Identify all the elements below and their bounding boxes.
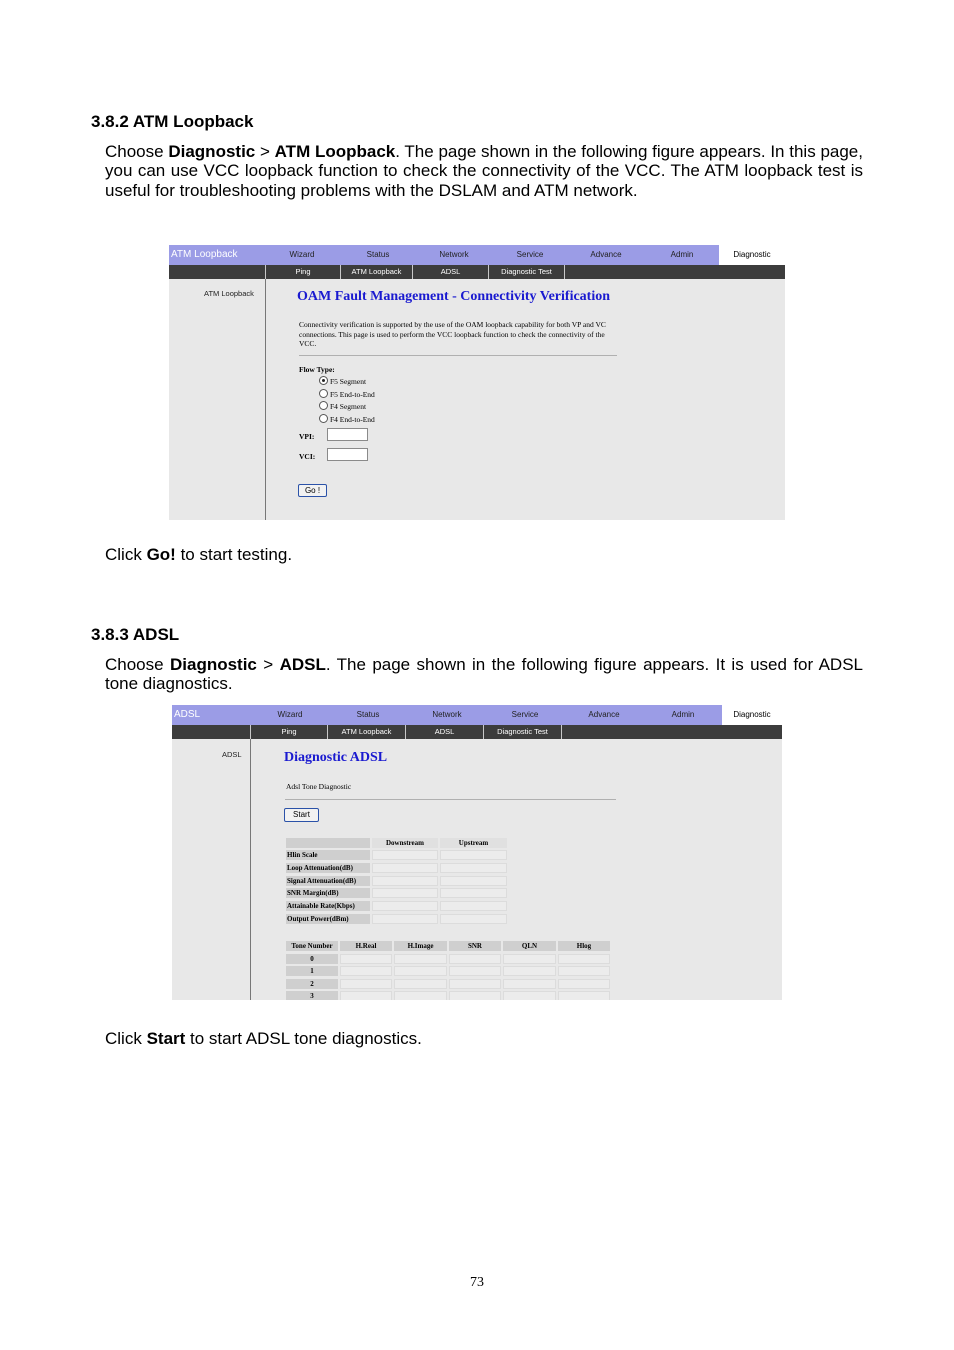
nav-tab-service[interactable]: Service xyxy=(511,710,539,719)
section-heading-adsl: 3.8.3 ADSL xyxy=(91,625,180,644)
tone-cell xyxy=(449,991,501,1000)
vci-input[interactable] xyxy=(327,448,368,461)
col-hlog: Hlog xyxy=(558,941,610,951)
col-tone-number: Tone Number xyxy=(286,941,338,951)
sub-tab-ping[interactable]: Ping xyxy=(250,725,328,739)
tone-cell xyxy=(449,954,501,964)
col-qln: QLN xyxy=(503,941,556,951)
nav-tab-advance[interactable]: Advance xyxy=(590,250,622,259)
nav-tab-diagnostic[interactable]: Diagnostic xyxy=(722,705,782,725)
sidebar-item-atm-loopback[interactable]: ATM Loopback xyxy=(204,289,254,298)
page-title: OAM Fault Management - Connectivity Verification xyxy=(297,289,611,304)
tone-cell xyxy=(340,954,392,964)
sub-tab-ping[interactable]: Ping xyxy=(265,265,341,279)
nav-tab-admin[interactable]: Admin xyxy=(671,710,695,719)
page-number: 73 xyxy=(470,1275,484,1290)
tone-cell xyxy=(558,991,610,1000)
nav-tab-network[interactable]: Network xyxy=(432,710,462,719)
flow-type-label: Flow Type: xyxy=(299,365,335,374)
tone-number-cell: 1 xyxy=(286,966,338,976)
row-signal-attenuation: Signal Attenuation(dB) xyxy=(286,876,370,886)
value-cell xyxy=(372,888,438,898)
section-intro-atm-loopback: Choose Diagnostic > ATM Loopback. The page shown in the following figure appears. In this page, you can use VCC loopback function to check the connectivity of the VCC. The ATM loopback test is useful for troubleshooting problems with the DSLAM and ATM network. xyxy=(105,142,863,200)
section-heading-atm-loopback: 3.8.2 ATM Loopback xyxy=(91,112,254,131)
tone-cell xyxy=(503,966,556,976)
nav-tab-status[interactable]: Status xyxy=(366,250,390,259)
value-cell xyxy=(372,863,438,873)
tone-diagnostic-subtitle: Adsl Tone Diagnostic xyxy=(286,782,352,791)
sidebar-item-adsl[interactable]: ADSL xyxy=(222,750,242,759)
value-cell xyxy=(440,850,507,860)
start-button[interactable]: Start xyxy=(284,808,319,822)
atm-loopback-screenshot xyxy=(169,245,785,520)
instruction-start: Click Start to start ADSL tone diagnostics. xyxy=(105,1029,422,1048)
radio-selected-icon[interactable] xyxy=(319,376,328,385)
value-cell xyxy=(440,876,507,886)
tone-cell xyxy=(449,979,501,989)
col-h-real: H.Real xyxy=(340,941,392,951)
tone-number-cell: 3 xyxy=(286,991,338,1000)
tone-cell xyxy=(340,966,392,976)
nav-tab-network[interactable]: Network xyxy=(439,250,469,259)
tone-cell xyxy=(558,966,610,976)
tone-cell xyxy=(394,954,447,964)
divider xyxy=(285,799,616,800)
row-snr-margin: SNR Margin(dB) xyxy=(286,888,370,898)
screen-title: ADSL xyxy=(174,709,201,720)
tone-cell xyxy=(503,991,556,1000)
nav-tab-wizard[interactable]: Wizard xyxy=(289,250,315,259)
value-cell xyxy=(440,914,507,924)
flow-radio-f5-end-to-end[interactable]: F5 End-to-End xyxy=(319,389,375,400)
tone-cell xyxy=(394,979,447,989)
tone-cell xyxy=(394,966,447,976)
flow-radio-f4-segment[interactable]: F4 Segment xyxy=(319,401,366,412)
vpi-label: VPI: xyxy=(299,432,315,441)
sub-tab-diagnostic-test[interactable]: Diagnostic Test xyxy=(489,265,565,279)
screen-title: ATM Loopback xyxy=(171,249,238,260)
tone-cell xyxy=(340,979,392,989)
col-snr: SNR xyxy=(449,941,501,951)
col-downstream: Downstream xyxy=(372,838,438,848)
value-cell xyxy=(440,888,507,898)
sub-tab-atm-loopback[interactable]: ATM Loopback xyxy=(341,265,413,279)
summary-corner xyxy=(286,838,370,848)
row-attainable-rate: Attainable Rate(Kbps) xyxy=(286,901,370,911)
sub-tab-atm-loopback[interactable]: ATM Loopback xyxy=(328,725,406,739)
nav-tab-service[interactable]: Service xyxy=(516,250,544,259)
section-intro-adsl: Choose Diagnostic > ADSL. The page shown in the following figure appears. It is used for ADSL tone diagnostics. xyxy=(105,655,864,694)
vci-label: VCI: xyxy=(299,452,316,461)
tone-cell xyxy=(558,979,610,989)
value-cell xyxy=(372,876,438,886)
page-description: Connectivity verification is supported by the use of the OAM loopback capability for both VP and VC connections. This page is used to perform the VCC loopback function to check the connectivity of the VCC. xyxy=(299,320,606,348)
tone-cell xyxy=(503,954,556,964)
tone-cell xyxy=(449,966,501,976)
row-loop-attenuation: Loop Attenuation(dB) xyxy=(286,863,370,873)
flow-radio-f5-segment[interactable]: F5 Segment xyxy=(319,376,366,387)
nav-tab-status[interactable]: Status xyxy=(356,710,380,719)
radio-unselected-icon[interactable] xyxy=(319,414,328,423)
tone-cell xyxy=(503,979,556,989)
vpi-input[interactable] xyxy=(327,428,368,441)
tone-cell xyxy=(340,991,392,1000)
row-output-power: Output Power(dBm) xyxy=(286,914,370,924)
value-cell xyxy=(372,901,438,911)
value-cell xyxy=(440,863,507,873)
adsl-diagnostic-screenshot xyxy=(172,705,782,1000)
go-button[interactable]: Go ! xyxy=(298,484,327,497)
row-hlin-scale: Hlin Scale xyxy=(286,850,370,860)
radio-unselected-icon[interactable] xyxy=(319,389,328,398)
value-cell xyxy=(372,850,438,860)
value-cell xyxy=(440,901,507,911)
instruction-go: Click Go! to start testing. xyxy=(105,545,293,564)
sidebar xyxy=(172,739,251,1000)
sidebar xyxy=(169,279,266,520)
tone-cell xyxy=(394,991,447,1000)
col-upstream: Upstream xyxy=(440,838,507,848)
nav-tab-diagnostic[interactable]: Diagnostic xyxy=(719,245,785,265)
radio-unselected-icon[interactable] xyxy=(319,401,328,410)
nav-tab-admin[interactable]: Admin xyxy=(670,250,694,259)
nav-tab-advance[interactable]: Advance xyxy=(588,710,620,719)
tone-number-cell: 2 xyxy=(286,979,338,989)
sub-tab-diagnostic-test[interactable]: Diagnostic Test xyxy=(484,725,562,739)
value-cell xyxy=(372,914,438,924)
nav-tab-wizard[interactable]: Wizard xyxy=(277,710,303,719)
page-title: Diagnostic ADSL xyxy=(284,750,388,765)
tone-number-cell: 0 xyxy=(286,954,338,964)
divider xyxy=(299,355,617,356)
sub-tab-adsl[interactable]: ADSL xyxy=(413,265,489,279)
col-h-image: H.Image xyxy=(394,941,447,951)
tone-cell xyxy=(558,954,610,964)
sub-tab-adsl[interactable]: ADSL xyxy=(406,725,484,739)
flow-radio-f4-end-to-end[interactable]: F4 End-to-End xyxy=(319,414,375,425)
